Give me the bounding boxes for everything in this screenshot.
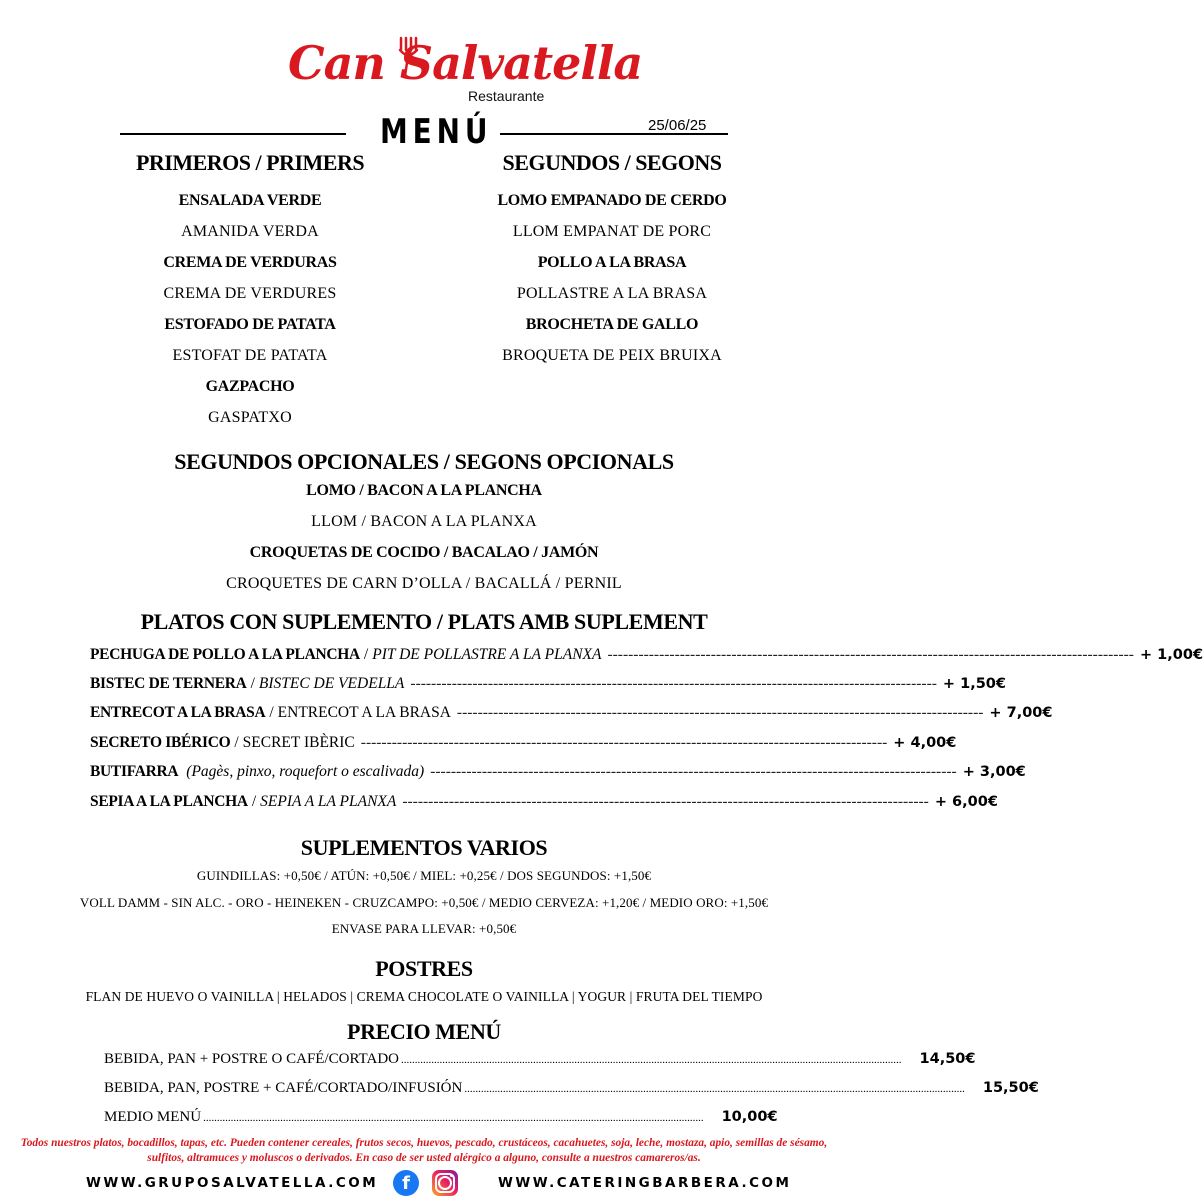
dish-price: + 6,00€ [934,794,998,810]
price-label: MEDIO MENÚ [104,1109,202,1125]
dot-leader: ...................................................................................................................................................................................... [464,1083,965,1095]
primeros-heading: PRIMEROS / PRIMERS [135,150,365,175]
dash-leader: ------------------------------------------------------------------------------------------------------ [360,734,888,751]
primeros-item-ca: CREMA DE VERDURES [163,285,337,302]
dash-leader: ------------------------------------------------------------------------------------------------------ [410,675,937,692]
segundos-item-es: BROCHETA DE GALLO [525,316,699,333]
dish-separator: / [234,734,239,751]
dish-separator: / [269,704,274,721]
dot-leader: ...................................................................................................................................................................................... [401,1054,902,1066]
table-row [104,1051,976,1071]
dish-name: SECRETO IBÉRICO [90,734,231,751]
dish-price: + 1,50€ [942,676,1006,692]
varios-line: GUINDILLAS: +0,50€ / ATÚN: +0,50€ / MIEL: +0,25€ / DOS SEGUNDOS: +1,50€ [196,868,652,883]
segundos-item-es: LOMO EMPANADO DE CERDO [497,192,727,209]
varios-heading: SUPLEMENTOS VARIOS [300,835,548,860]
facebook-icon[interactable]: f [393,1170,419,1196]
table-row [90,793,998,815]
instagram-dot [450,1174,453,1177]
dash-leader: ------------------------------------------------------------------------------------------------------ [402,793,929,810]
dash-leader: ------------------------------------------------------------------------------------------------------ [430,763,957,780]
dish-alt-name: BISTEC DE VEDELLA [258,675,405,692]
varios-line: ENVASE PARA LLEVAR: +0,50€ [331,921,517,936]
instagram-lens [438,1176,452,1190]
dish-alt-name: (Pagès, pinxo, roquefort o escalivada) [186,763,425,780]
brand-name: Can Salvatella [288,36,643,90]
website-link-grupo[interactable]: WWW.GRUPOSALVATELLA.COM [86,1175,379,1191]
dish-separator: / [251,793,257,810]
dash-leader: ------------------------------------------------------------------------------------------------------ [456,704,984,721]
table-row [90,734,957,756]
menu-date: 25/06/25 [648,117,707,134]
dash-leader: ------------------------------------------------------------------------------------------------------ [607,646,1134,663]
dish-name: PECHUGA DE POLLO A LA PLANCHA [90,646,360,663]
postres-line: FLAN DE HUEVO O VAINILLA | HELADOS | CREMA CHOCOLATE O VAINILLA | YOGUR | FRUTA DEL TIEMPO [85,989,763,1004]
dish-name: BUTIFARRA [90,763,179,780]
segundos-item-ca: BROQUETA DE PEIX BRUIXA [502,347,722,364]
website-link-catering[interactable]: WWW.CATERINGBARBERA.COM [498,1175,792,1191]
dish-alt-name: SEPIA A LA PLANXA [260,793,397,810]
dish-price: + 1,00€ [1139,647,1203,663]
header-rule-left [120,133,346,135]
allergen-note: Todos nuestros platos, bocadillos, tapas, etc. Pueden contener cereales, frutos secos, huevos, pescado, crustáceos, cacahuetes, soja, leche, mostaza, apio, semillas de sésamo, sulfitos, altramuces y moluscos o derivados. En caso de ser usted alérgico a alguno, consulte a nuestros camareros/as. [20,1137,828,1164]
opcionales-item-ca: CROQUETES DE CARN D’OLLA / BACALLÁ / PERNIL [226,575,622,592]
primeros-item-es: GAZPACHO [205,378,295,395]
brand-subtitle: Restaurante [468,88,545,104]
dish-name: BISTEC DE TERNERA [90,675,247,692]
primeros-item-ca: GASPATXO [208,409,292,426]
price-value: 14,50€ [919,1051,976,1067]
dish-separator: / [250,675,255,692]
dot-leader: ...................................................................................................................................................................................... [203,1112,704,1124]
opcionales-item-es: CROQUETAS DE COCIDO / BACALAO / JAMÓN [249,544,599,561]
dish-separator: / [363,646,369,663]
table-row [90,704,1053,726]
primeros-item-es: CREMA DE VERDURAS [163,254,337,271]
primeros-item-es: ESTOFADO DE PATATA [164,316,336,333]
table-row [90,763,1026,785]
table-row [104,1080,1039,1100]
opcionales-item-ca: LLOM / BACON A LA PLANXA [311,513,537,530]
varios-line: VOLL DAMM - SIN ALC. - ORO - HEINEKEN - CRUZCAMPO: +0,50€ / MEDIO CERVEZA: +1,20€ / MEDIO ORO: +1,50€ [79,895,769,910]
segundos-heading: SEGUNDOS / SEGONS [502,150,722,175]
dish-price: + 3,00€ [962,764,1026,780]
dish-price: + 7,00€ [989,705,1053,721]
postres-heading: POSTRES [375,956,473,981]
table-row [90,675,1006,697]
opcionales-item-es: LOMO / BACON A LA PLANCHA [306,482,542,499]
page-title: MENÚ [380,112,493,152]
dish-name: ENTRECOT A LA BRASA [90,704,266,721]
table-row [90,646,1203,668]
segundos-item-ca: LLOM EMPANAT DE PORC [512,223,712,240]
primeros-item-es: ENSALADA VERDE [178,192,322,209]
segundos-item-es: POLLO A LA BRASA [537,254,687,271]
dish-alt-name: SECRET IBÈRIC [242,734,355,751]
dish-price: + 4,00€ [893,735,957,751]
segundos-item-ca: POLLASTRE A LA BRASA [516,285,708,302]
price-value: 15,50€ [982,1080,1039,1096]
price-value: 10,00€ [721,1109,778,1125]
dish-name: SEPIA A LA PLANCHA [90,793,248,810]
price-label: BEBIDA, PAN, POSTRE + CAFÉ/CORTADO/INFUSIÓN [104,1080,463,1096]
dish-alt-name: PIT DE POLLASTRE A LA PLANXA [372,646,602,663]
opcionales-heading: SEGUNDOS OPCIONALES / SEGONS OPCIONALS [174,449,674,474]
dish-alt-name: ENTRECOT A LA BRASA [277,704,451,721]
logo [0,28,848,108]
primeros-item-ca: AMANIDA VERDA [181,223,319,240]
instagram-icon[interactable] [432,1170,458,1196]
primeros-item-ca: ESTOFAT DE PATATA [172,347,328,364]
suplemento-heading: PLATOS CON SUPLEMENTO / PLATS AMB SUPLEMENT [140,609,708,634]
price-label: BEBIDA, PAN + POSTRE O CAFÉ/CORTADO [104,1051,400,1067]
table-row [104,1109,778,1129]
precio-heading: PRECIO MENÚ [347,1019,501,1044]
